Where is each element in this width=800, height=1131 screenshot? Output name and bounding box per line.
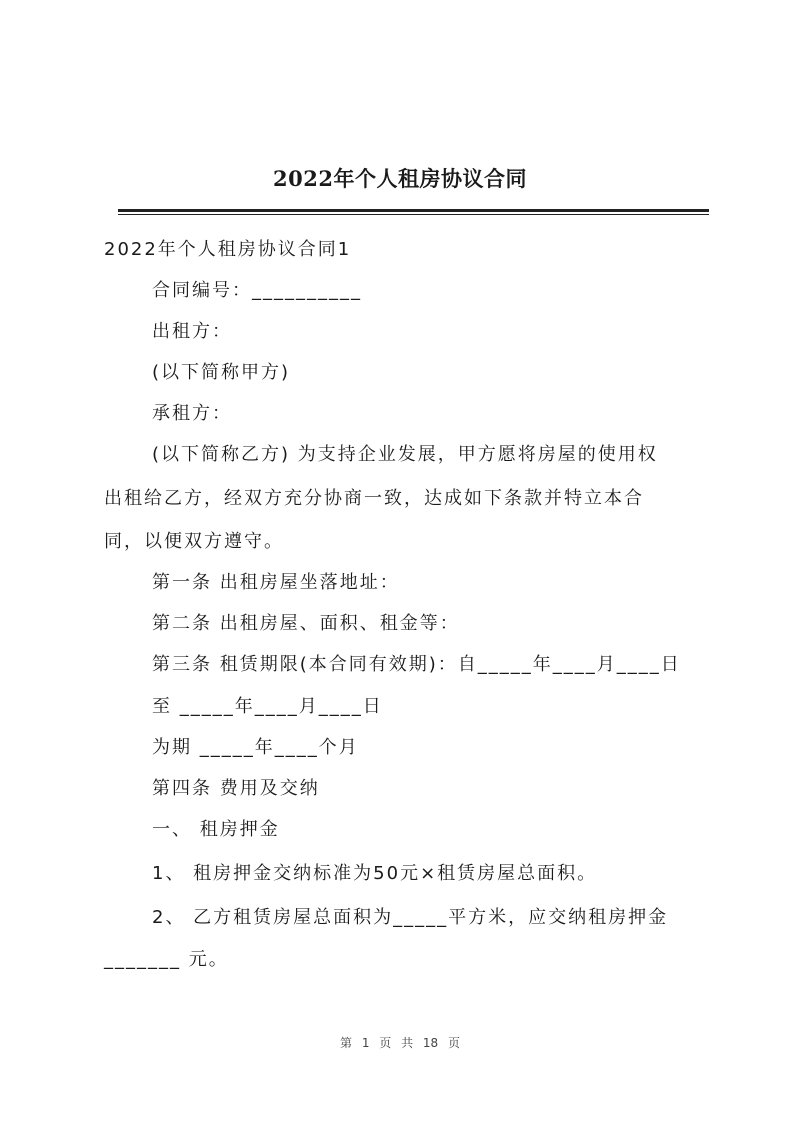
lessor-note: (以下简称甲方) xyxy=(152,362,291,383)
article-4: 第四条 费用及交纳 xyxy=(152,778,320,799)
paragraph-line: 同，以便双方遵守。 xyxy=(104,531,284,552)
title-rule-thin xyxy=(118,214,709,215)
section-heading: 2022年个人租房协议合同1 xyxy=(104,239,352,260)
list-item-1: 1、 租房押金交纳标准为50元×租赁房屋总面积。 xyxy=(152,863,598,884)
list-item-2: 2、 乙方租赁房屋总面积为_____平方米，应交纳租房押金 xyxy=(152,907,669,928)
article-2: 第二条 出租房屋、面积、租金等： xyxy=(152,613,460,634)
contract-number-line: 合同编号：__________ xyxy=(152,280,362,301)
subsection-deposit: 一、 租房押金 xyxy=(152,819,280,840)
title-rule-thick xyxy=(118,209,709,212)
page-footer: 第 1 页 共 18 页 xyxy=(340,1036,460,1050)
lessee-label: 承租方： xyxy=(152,403,232,424)
paragraph-line: (以下简称乙方) 为支持企业发展，甲方愿将房屋的使用权 xyxy=(152,444,658,465)
paragraph-line: 出租给乙方，经双方充分协商一致，达成如下条款并特立本合 xyxy=(104,488,644,509)
article-3: 第三条 租赁期限(本合同有效期)：自_____年____月____日 xyxy=(152,654,681,675)
article-1: 第一条 出租房屋坐落地址： xyxy=(152,572,400,593)
lessor-label: 出租方： xyxy=(152,321,232,342)
article-3-continued: 至 _____年____月____日 xyxy=(152,696,383,717)
list-item-2-continued: _______ 元。 xyxy=(104,949,229,970)
term-line: 为期 _____年____个月 xyxy=(152,737,359,758)
document-title: 2022年个人租房协议合同 xyxy=(273,166,527,191)
